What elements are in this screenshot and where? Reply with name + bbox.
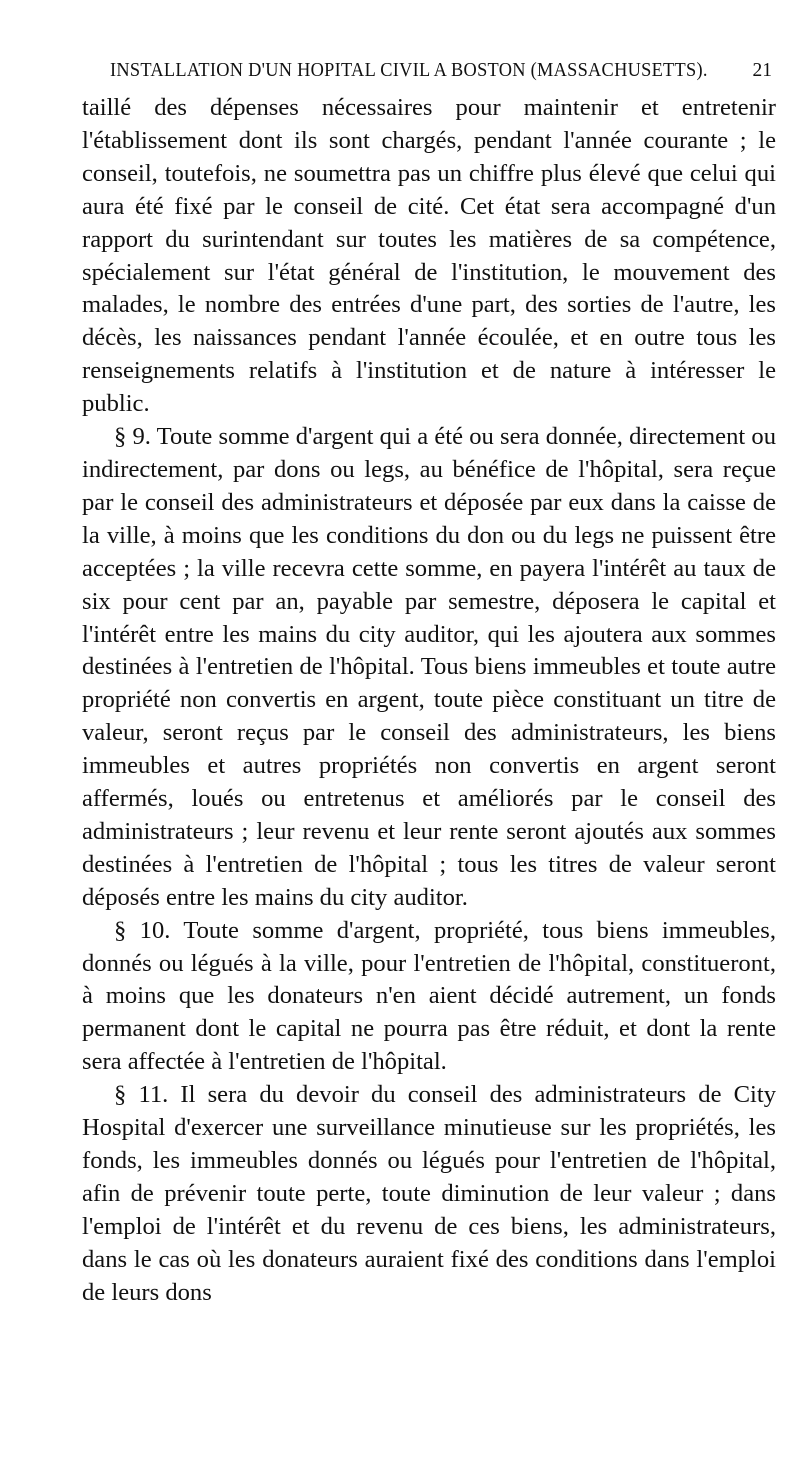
paragraph-section-9: § 9. Toute somme d'argent qui a été ou sera donnée, directement ou indirectement, par dons ou legs, au bénéfice de l'hôpital, sera reçue par le conseil des administrateurs et déposée par eux dans la caisse de la ville, à moins que les conditions du don ou du legs ne puissent être acceptées ; la ville recevra cette somme, en payera l'intérêt au taux de six pour cent par an, payable par semestre, déposera le capital et l'intérêt entre les mains du city auditor, qui les ajoutera aux sommes destinées à l'entretien de l'hôpital. Tous biens immeubles et toute autre propriété non convertis en argent, toute pièce constituant un titre de valeur, seront reçus par le conseil des administrateurs, les biens immeubles et autres propriétés non convertis en argent seront affermés, loués ou entretenus et améliorés par le conseil des administrateurs ; leur revenu et leur rente seront ajoutés aux sommes destinées à l'entretien de l'hôpital ; tous les titres de valeur seront déposés entre les mains du city auditor. xyxy=(82,423,776,911)
running-head: INSTALLATION D'UN HOPITAL CIVIL A BOSTON (MASSACHUSETTS). xyxy=(110,60,708,81)
paragraph-section-10: § 10. Toute somme d'argent, propriété, tous biens immeubles, donnés ou légués à la ville, pour l'entretien de l'hôpital, constitueront, à moins que les donateurs n'en aient décidé autrement, un fonds permanent dont le capital ne pourra pas être réduit, et dont la rente sera affectée à l'entretien de l'hôpital. xyxy=(82,916,776,1076)
page-number: 21 xyxy=(752,60,772,81)
paragraph-section-11: § 11. Il sera du devoir du conseil des administrateurs de City Hospital d'exercer une surveillance minutieuse sur les propriétés, les fonds, les immeubles donnés ou légués pour l'entretien de l'hôpital, afin de prévenir toute perte, toute diminution de leur valeur ; dans l'emploi de l'intérêt et du revenu de ces biens, les administrateurs, dans le cas où les donateurs auraient fixé des conditions dans l'emploi de leurs dons xyxy=(82,1081,776,1306)
paragraph-continuation: taillé des dépenses nécessaires pour maintenir et entretenir l'établissement dont ils sont chargés, pendant l'année courante ; le conseil, toutefois, ne soumettra pas un chiffre plus élevé que celui qui aura été fixé par le conseil de cité. Cet état sera accompagné d'un rapport du surintendant sur toutes les matières de sa compétence, spécialement sur l'état général de l'institution, le mouvement des malades, le nombre des entrées d'une part, des sorties de l'autre, les décès, les naissances pendant l'année écoulée, et en outre tous les renseignements relatifs à l'institution et de nature à intéresser le public. xyxy=(82,94,776,418)
body-text xyxy=(82,92,776,1310)
page-header xyxy=(82,60,772,90)
